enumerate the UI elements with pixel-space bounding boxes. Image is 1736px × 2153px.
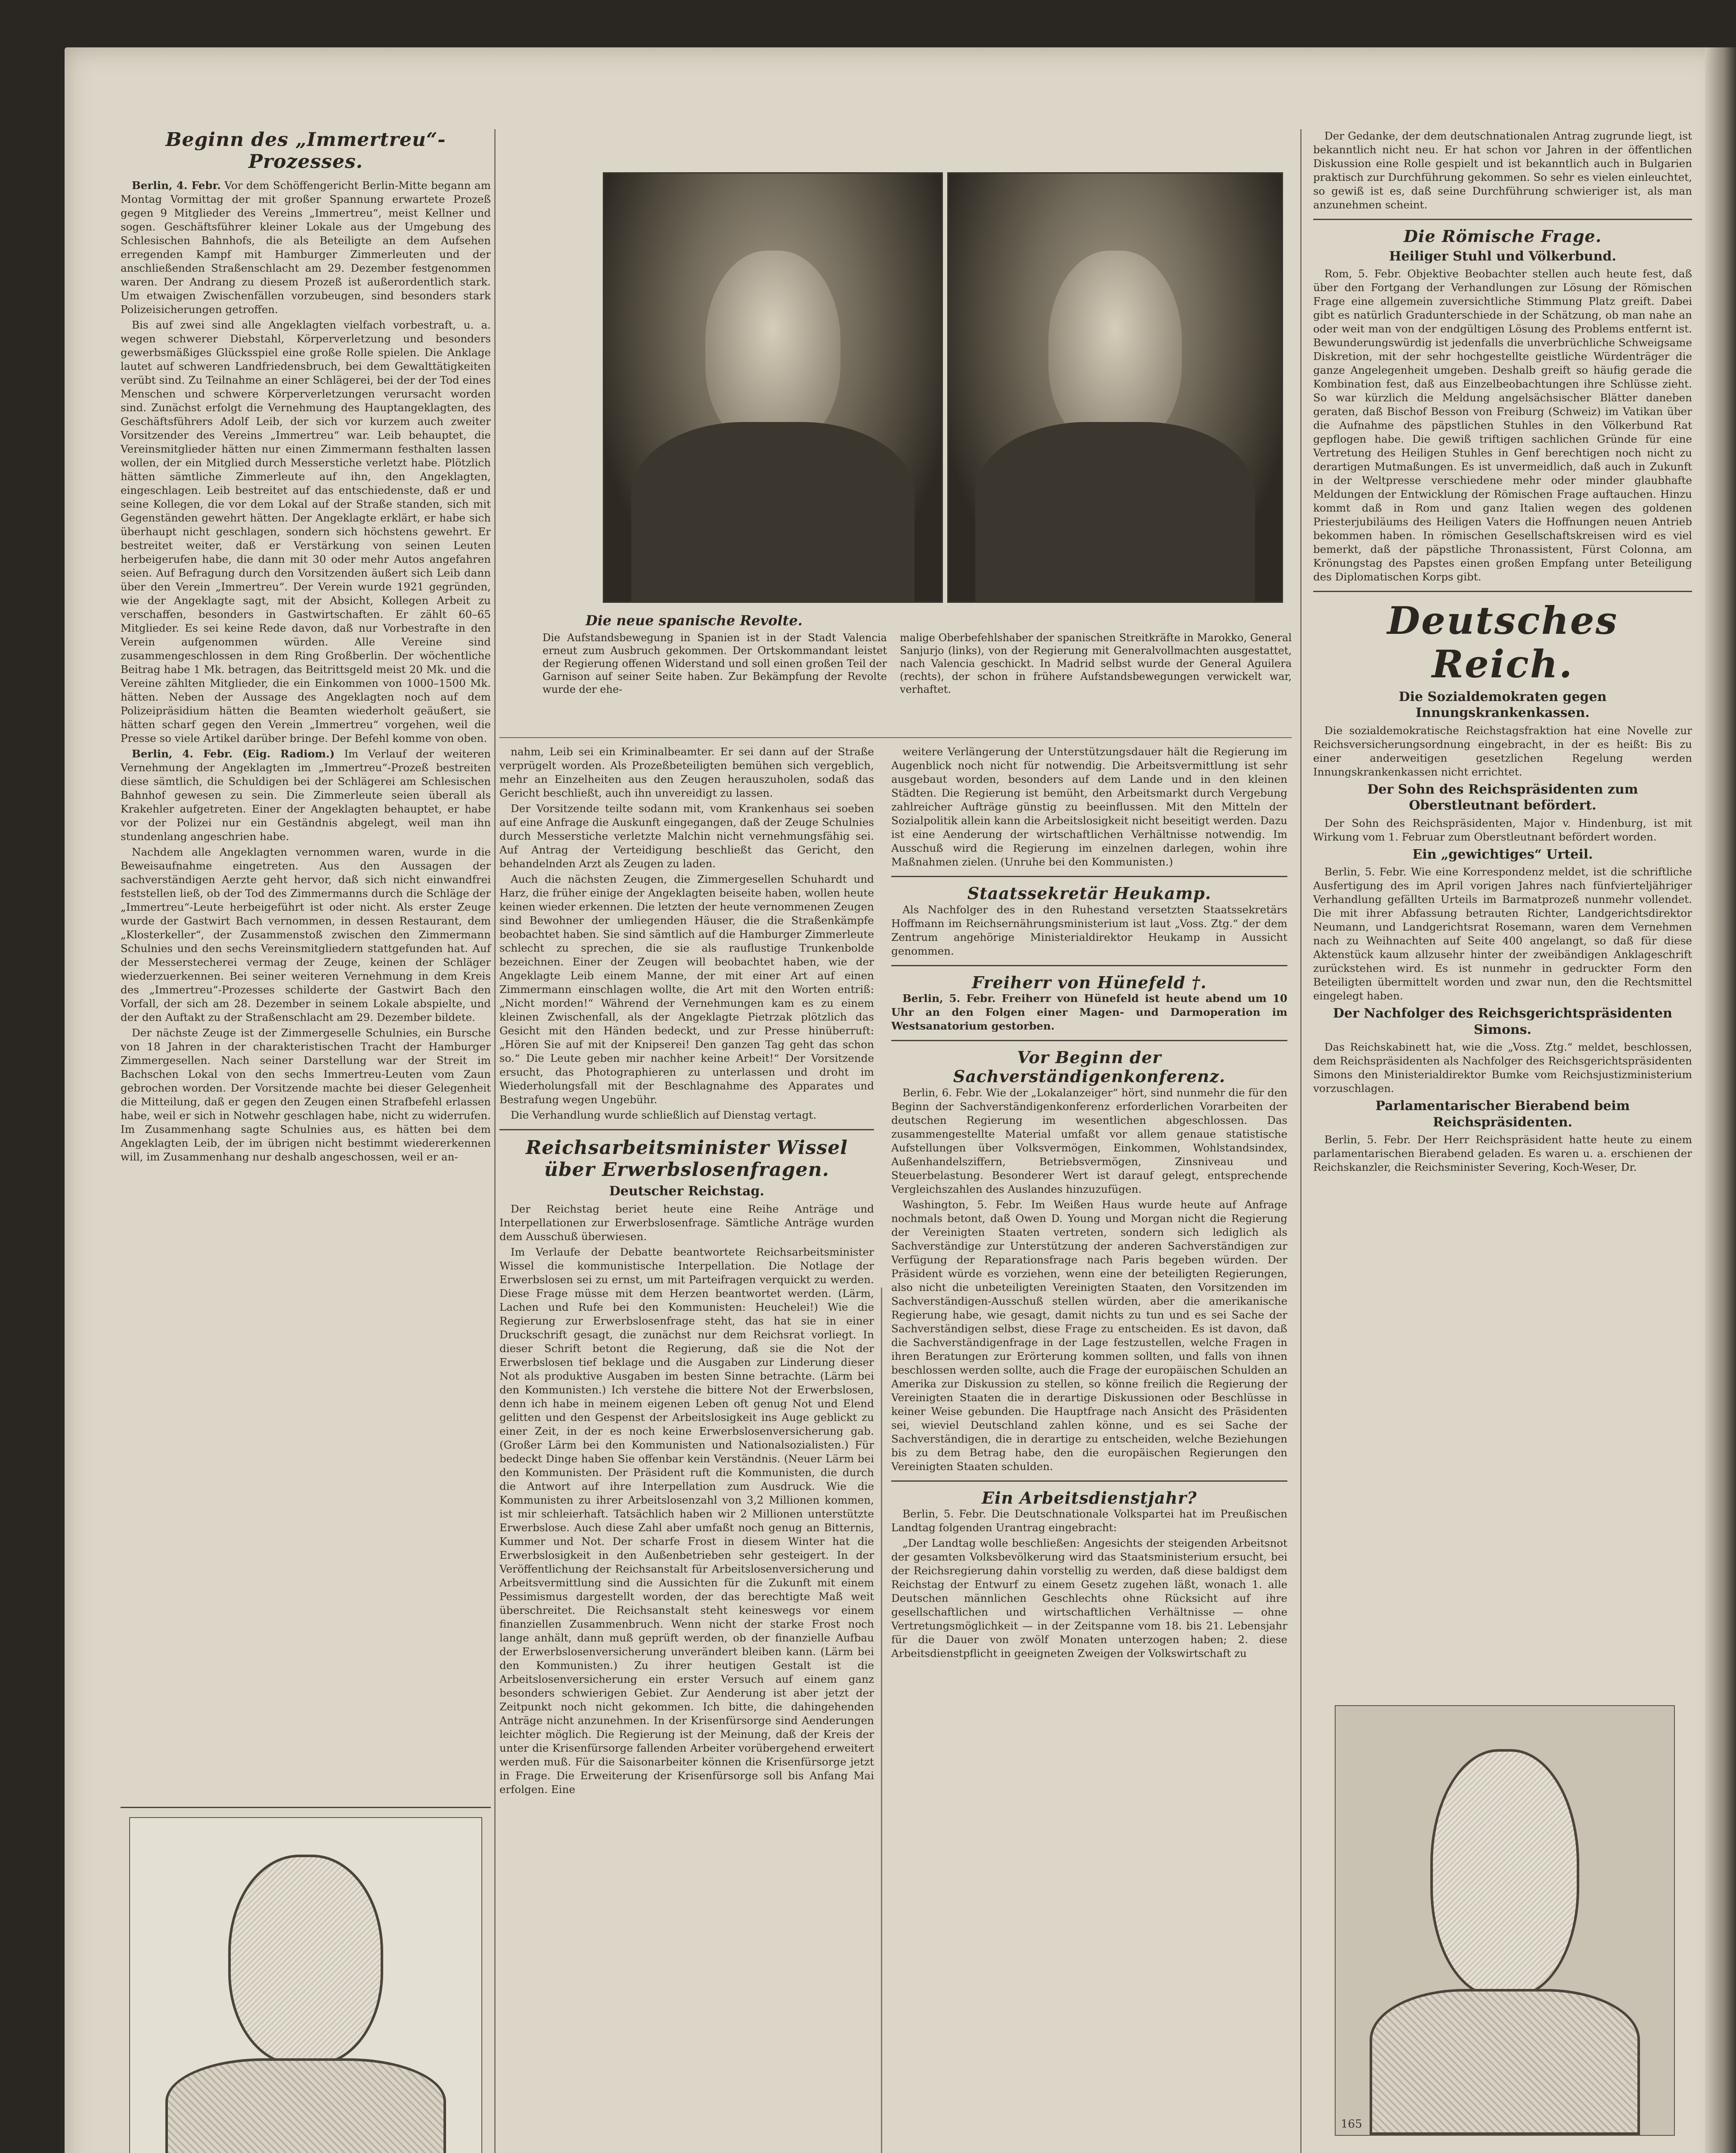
article-sachverstaendige [891,1086,1287,1474]
paragraph: Als Nachfolger des in den Ruhestand versetzten Staatssekretärs Hoffmann im Reichsernährungsministerium ist laut „Voss. Ztg.“ der dem Zentrum angehörige Ministerialdirektor Heukamp in Aussicht genommen. [891,903,1287,957]
divider [1313,219,1692,220]
divider [499,737,1292,738]
article-urteil [1313,865,1692,1003]
paragraph: Bis auf zwei sind alle Angeklagten vielfach vorbestraft, u. a. wegen schwerer Diebstahl, Körperverletzung und besonders gewerbsmäßiges Glücksspiel eine große Rolle spielen. Die Anklage lautet auf schweren Landfriedensbruch, bei dem Gewalttätigkeiten verübt sind. Zu Teilnahme an einer Schlägerei, bei der der Tod eines Menschen und schwere Körperverletzungen verursacht worden sind. Zunächst erfolgt die Vernehmung des Hauptangeklagten, des Geschäftsführers Adolf Leib, der sich vor kurzem auch zweiter Vorsitzender des Vereins „Immertreu“ war. Leib behauptet, die Vereinsmitglieder hätten nur einen Zimmermann festhalten lassen wollen, der ein Mitglied durch Messerstiche verletzt habe. Plötzlich hätten sämtliche Zimmerleute auf ihn, den Angeklagten, eingeschlagen. Leib bestreitet auf das entschiedenste, daß er und seine Kollegen, die vor dem Lokal auf der Straße standen, sich mit Gegenständen gewehrt hätten. Der Angeklagte erklärt, er habe sich überhaupt nicht geschlagen, sondern sich höchstens gewehrt. Er bestreitet weiter, daß er Verstärkung von seinen Leuten herbeigerufen habe, die dann mit 30 oder mehr Autos angefahren seien. Auf Befragung durch den Vorsitzenden äußert sich Leib dann über den Verein „Immertreu“. Der Verein wurde 1921 gegründen, wie der Angeklagte sagt, mit der Absicht, Kollegen Arbeit zu verschaffen, besonders in Gastwirtschaften. Er zählt 60–65 Mitglieder. Es sei keine Rede davon, daß nur Vorbestrafte in den Verein aufgenommen würden. Alle Vereine sind zusammengeschlossen in dem Ring Großberlin. Der wöchentliche Beitrag habe 1 Mk. betragen, das Beitrittsgeld meist 20 Mk. und die Vereine zählten Mitglieder, die ein Einkommen von 1000–1500 Mk. hätten. Neben der Aussage des Angeklagten noch auf dem Polizeipräsidium hätten die Beamten wiederholt geäußert, sie hätten scharf gegen den Verein „Immertreu“ vorgehen, weil die Presse so viele Artikel darüber bringe. Der Befehl komme von oben. [121,319,491,745]
caption-columns [499,631,1292,696]
article-wissel-cont [891,745,1287,869]
subhead-hindenburg: Der Sohn des Reichspräsidenten zum Oberstleutnant befördert. [1367,782,1638,813]
paragraph: Im Verlaufe der Debatte beantwortete Reichsarbeitsminister Wissel die kommunistische Interpellation. Die Notlage der Erwerbslosen sei zu ernst, um mit Parteifragen verquickt zu werden. Diese Frage müsse mit dem Herzen beantwortet werden. (Lärm, Lachen und Rufe bei den Kommunisten: Heuchelei!) Wie die Regierung zur Erwerbslosenfrage steht, das hat sie in einer Druckschrift gesagt, die zunächst nur dem Reichsrat vorliegt. In dieser Schrift betont die Regierung, daß sie die Not der Erwerbslosen tief beklage und die Ausgaben zur Linderung dieser Not als produktive Ausgaben im besten Sinne betrachte. (Lärm bei den Kommunisten.) Ich verstehe die bittere Not der Erwerbslosen, denn ich habe in meinem eigenen Leben oft genug Not und Elend gelitten und den Gespenst der Arbeitslosigkeit ins Auge geblickt zu einer Zeit, in der es noch keine Erwerbslosenversicherung gab. (Großer Lärm bei den Kommunisten und Nationalsozialisten.) Für bedeckt Dinge haben Sie offenbar kein Verständnis. (Neuer Lärm bei den Kommunisten. Der Präsident ruft die Kommunisten, die durch die Antwort auf ihre Interpellation zum Ausdruck. Wie die Kommunisten zu ihrer Arbeitslosenzahl von 3,2 Millionen kommen, ist mir schleierhaft. Tatsächlich haben wir 2 Millionen unterstützte Erwerbslose. Auch diese Zahl aber umfaßt noch genug an Bitternis, Kummer und Not. Der scharfe Frost in diesem Winter hat die Erwerbslosigkeit in den Außenbetrieben sehr gesteigert. In der Veröffentlichung der Reichsanstalt für Arbeitslosenversicherung und Arbeitsvermittlung sind die Aussichten für die Zukunft mit einem Pessimismus dargestellt worden, der das berechtigte Maß weit überschreitet. Die Reichsanstalt steht keineswegs vor einem finanziellen Zusammenbruch. Wenn nicht der starke Frost noch lange anhält, dann muß geprüft werden, ob der finanzielle Aufbau der Erwerbslosenversicherung unverändert bleiben kann. (Lärm bei den Kommunisten.) Zu ihrer heutigen Gestalt ist die Arbeitslosenversicherung ein erster Versuch auf einem ganz besonders schwierigen Gebiet. Zur Aenderung ist aber jetzt der Zeitpunkt noch nicht gekommen. Ich bitte, die dahingehenden Anträge nicht anzunehmen. In der Krisenfürsorge sind Aenderungen leichter möglich. Die Regierung ist der Meinung, daß der Kreis der unter die Krisenfürsorge fallenden Arbeiter vorübergehend erweitert werden muß. Für die Saisonarbeiter können die Krisenfürsorge jetzt in Frage. Die Erweiterung der Krisenfürsorge soll bis Anfang Mai erfolgen. Eine [499,1245,874,1796]
paragraph: Die sozialdemokratische Reichstagsfraktion hat eine Novelle zur Reichsversicherungsordnung eingebracht, in der es heißt: Bis zu einer anderweitigen gesetzlichen Regelung werden Innungskrankenkassen nicht errichtet. [1313,724,1692,778]
column-2 [499,745,874,1798]
caption-bell [1313,2149,1692,2153]
headline-arbeitsdienst: Ein Arbeitsdienstjahr? [982,1488,1197,1508]
photo-body [975,422,1255,602]
divider [891,876,1287,877]
plate-number: 165 [1341,2118,1362,2131]
paragraph: nahm, Leib sei ein Kriminalbeamter. Er sei dann auf der Straße verprügelt worden. Als Prozeßbeteiligten bemühen sich vergeblich, mehr an Einzelheiten aus den Zeugen herauszuholen, sodaß das Gericht beschließt, auch ihn unvereidigt zu lassen. [499,745,874,799]
caption-spain [499,607,1292,696]
paragraph: Im Verlauf der weiteren Vernehmung der Angeklagten im „Immertreu“-Prozeß bestreiten diese sämtlich, die Schuldigen bei der Schlägerei am Schlesischen Bahnhof gewesen zu sein. Die Zimmerleute seien überall als Krakehler aufgetreten. Einer der Angeklagten behauptet, er habe vor der Polizei nur ein Geständnis abgelegt, weil man ihn stundenlang angeschrien habe. [121,748,491,843]
column-4 [1313,129,1692,1176]
paragraph: „Der Landtag wolle beschließen: Angesichts der steigenden Arbeitsnot der gesamten Volksbevölkerung wird das Staatsministerium ersucht, bei der Reichsregierung dahin vorstellig zu werden, daß diese baldigst dem Reichstag der Entwurf zu einem Gesetz zugehen läßt, wonach 1. alle Deutschen männlichen Geschlechts ohne Rücksicht auf ihre gesellschaftlichen und wirtschaftlichen Verhältnisse — ohne Vertretungsmöglichkeit — in der Zeitspanne vom 18. bis 21. Lebensjahr für die Dauer von zwölf Monaten unterzogen haben; 2. diese Arbeitsdienstpflicht in geeigneten Zweigen der Volkswirtschaft zu [891,1537,1287,1660]
column-1 [121,129,491,1166]
portrait-bell [1335,1705,1675,2136]
headline-sachverstaendige: Vor Beginn der Sachverständigenkonferenz. [953,1048,1226,1086]
paragraph: weitere Verlängerung der Unterstützungsdauer hält die Regierung im Augenblick noch nicht für notwendig. Die Arbeitsvermittlung ist sehr ausgebaut worden, besonders auf dem Lande und in den kleinen Städten. Die Regierung ist bemüht, den Arbeitsmarkt durch Vergebung zahlreicher Aufträge günstig zu beeinflussen. Mit den Mitteln der Sozialpolitik allein kann die Arbeitslosigkeit nicht beseitigt werden. Dazu ist eine Aenderung der wirtschaftlichen Verhältnisse notwendig. Im Ausschuß wird die Regierung im einzelnen darlegen, wohin ihre Maßnahmen zielen. (Unruhe bei den Kommunisten.) [891,745,1287,868]
portrait-face [228,1855,383,2066]
paragraph: Der Sohn des Reichspräsidenten, Major v. Hindenburg, ist mit Wirkung vom 1. Februar zum Oberstleutnant befördert worden. [1313,816,1692,843]
subhead-innungskrankenkassen: Die Sozialdemokraten gegen Innungskrankenkassen. [1398,689,1607,721]
article-bierabend [1313,1133,1692,1174]
dateline: Berlin, 4. Febr. (Eig. Radiom.) [132,748,335,760]
dateline: Berlin, 4. Febr. [132,179,221,192]
divider [499,1129,874,1130]
portrait-face [1430,1749,1579,1998]
paragraph: Berlin, 5. Febr. Der Herr Reichspräsident hatte heute zu einem parlamentarischen Bierabend geladen. Es waren u. a. erschienen der Reichskanzler, die Reichsminister Severing, Koch-Weser, Dr. [1313,1133,1692,1174]
subhead-simons: Der Nachfolger des Reichsgerichtspräsidenten Simons. [1333,1006,1672,1037]
paragraph: Berlin, 6. Febr. Wie der „Lokalanzeiger“ hört, sind nunmehr die für den Beginn der Sachverständigenkonferenz erforderlichen Vorarbeiten der deutschen Regierung im wesentlichen abgeschlossen. Das zusammengestellte Material umfaßt vor allem genaue statistische Aufstellungen über Volksvermögen, Einkommen, Wohlstandsindex, Außenhandelsziffern, Betriebsvermögen, Zinsniveau und Steuerbelastung. Besonderer Wert ist darauf gelegt, entsprechende Vergleichszahlen des Auslandes hinzuzufügen. [891,1086,1287,1195]
article-immertreu-cont [499,745,874,1122]
portrait-body [165,2058,446,2153]
paragraph: Die Verhandlung wurde schließlich auf Dienstag vertagt. [511,1109,817,1121]
paragraph: Rom, 5. Febr. Objektive Beobachter stellen auch heute fest, daß über den Fortgang der Verhandlungen zur Lösung der Römischen Frage eine allgemein zuversichtliche Stimmung Platz greift. Dabei gibt es natürlich Gradunterschiede in der Schätzung, ob man nahe an oder weit man von der endgültigen Lösung des Problems entfernt ist. Bewunderungswürdig ist jedenfalls die unverbrüchliche Schweigsame Diskretion, mit der sehr hochgestellte geistliche Würdenträger die ganze Angelegenheit umgeben. Deshalb greift so häufig gerade die Kombination fest, daß aus Einzelbeobachtungen ihre Schlüsse zieht. So war kürzlich die Meldung angelsächsischer Blätter daneben geraten, daß Bischof Besson von Freiburg (Schweiz) im Vatikan über die Aufnahme des päpstlichen Stuhles in den Völkerbund Rat gepflogen habe. Die gewiß triftigen sachlichen Gründe für eine Vertretung des Heiligen Stuhles in Genf berechtigen noch nicht zu derartigen Mutmaßungen. Es ist unvermeidlich, daß auch in Zukunft in der Weltpresse verschiedene mehr oder minder glaubhafte Meldungen der Entwicklung der Römischen Frage auftauchen. Hinzu kommt daß in Rom und ganz Italien wegen des goldenen Priesterjubiläums des Heiligen Vaters die Hoffnungen neuen Antrieb bekommen haben. In römischen Gesellschaftskreisen wird es viel bemerkt, daß der päpstliche Thronassistent, Fürst Colonna, am Krönungstag des Papstes einen großen Empfang unter Beteiligung des Diplomatischen Korps gibt. [1313,267,1692,583]
article-immertreu [121,179,491,1164]
divider [891,1480,1287,1482]
headline-wissel: Reichsarbeitsminister Wissel über Erwerbslosenfragen. [525,1137,848,1181]
paragraph: Das Reichskabinett hat, wie die „Voss. Ztg.“ meldet, beschlossen, dem Reichspräsidenten als Nachfolger des Reichsgerichtspräsidenten Simons den Ministerialdirektor Bumke vom Reichsjustizministerium vorzuschlagen. [1313,1041,1692,1095]
portrait-udrzal [129,1817,482,2153]
headline-heukamp: Staatssekretär Heukamp. [967,884,1212,903]
paragraph: Der Reichstag beriet heute eine Reihe Anträge und Interpellationen zur Erwerbslosenfrage. Sämtliche Anträge wurden dem Ausschuß überwiesen. [499,1202,874,1243]
photo-aguilera [947,172,1283,603]
article-arbeitsdienst-cont [1313,129,1692,212]
photo-face [705,251,840,447]
paragraph: Auch die nächsten Zeugen, die Zimmergesellen Schuhardt und Harz, die früher einige der Angeklagten beiseite haben, wollen heute keinen wieder erkennen. Die letzten der heute vernommenen Zeugen sind Bewohner der umliegenden Häuser, die die Straßenkämpfe beobachtet haben. Sie sind sämtlich auf die Hamburger Zimmerleute schlecht zu sprechen, die sie als rauflustige Trunkenbolde bezeichnen. Einer der Zeugen will beobachtet haben, wie der Angeklagte Leib einem Manne, der mit einer Art auf einen Zimmermann einschlagen wollte, die Art mit den Worten entriß: „Nicht morden!“ Während der Vernehmungen kam es zu einem kleinen Zwischenfall, als der Angeklagte Pietrzak plötzlich das Gesicht mit den Händen bedeckt, und zur Presse hinüberruft: „Hören Sie auf mit der Knipserei! Den ganzen Tag geht das schon so.“ Die Leute geben mir nachher keine Arbeit!“ Der Vorsitzende ersucht, das Photographieren zu unterlassen und droht im Wiederholungsfall mit der Beschlagnahme des Apparates und Bestrafung wegen Ungebühr. [499,873,874,1106]
headline-roemische-frage: Die Römische Frage. [1404,226,1602,246]
subhead-urteil: Ein „gewichtiges“ Urteil. [1412,847,1593,862]
column-rule [881,1287,882,2153]
divider [121,1807,491,1808]
section-title-deutsches-reich: Deutsches Reich. [1387,598,1618,687]
headline-huenefeld: Freiherr von Hünefeld †. [972,972,1207,992]
paragraph: Vor dem Schöffengericht Berlin-Mitte begann am Montag Vormittag der mit großer Spannung erwartete Prozeß gegen 9 Mitglieder des Vereins „Immertreu“, meist Kellner und sogen. Geschäftsführer kleiner Lokale aus der Umgebung des Schlesischen Bahnhofs, die als Beteiligte an dem Aufsehen erregenden Kampf mit Hamburger Zimmerleuten und der anschließenden Straßenschlacht am 29. Dezember festgenommen waren. Der Andrang zu diesem Prozeß ist außerordentlich stark. Um etwaigen Zwischenfällen vorzubeugen, sind besonders stark Polizeisicherungen getroffen. [121,179,491,316]
subhead-voelkerbund: Heiliger Stuhl und Völkerbund. [1389,248,1616,264]
divider [891,965,1287,966]
photo-body [631,422,915,602]
caption-left: Die Aufstandsbewegung in Spanien ist in der Stadt Valencia erneut zum Ausbruch gekommen. Der Ortskommandant leistet der Regierung offenen Widerstand und soll einen großen Teil der Garnison auf seiner Seite haben. Zur Bekämpfung der Revolte wurde der ehe- [542,632,887,695]
paragraph: Berlin, 5. Febr. Wie eine Korrespondenz meldet, ist die schriftliche Ausfertigung des im April vorigen Jahres nach fünfvierteljähriger Verhandlung gefällten Urteils im Barmatprozeß nunmehr vollendet. Die mit ihrer Abfassung betrauten Richter, Landgerichtsdirektor Neumann, und Landgerichtsrat Rosemann, waren dem Vernehmen nach zu Weihnachten auf Seite 400 angelangt, so daß für diese Aktenstück kaum allzusehr hinter der zweibändigen Anklageschrift zurückstehen wird. Es ist nunmehr in gedruckter Form den Beteiligten übermittelt worden und zwar nun, den die Rechtsmittel eingelegt haben. [1313,866,1692,1002]
article-huenefeld [891,992,1287,1033]
article-wissel [499,1202,874,1796]
column-rule [494,129,496,2153]
page-fold-shadow [1705,47,1736,2153]
paragraph: Nachdem alle Angeklagten vernommen waren, wurde in die Beweisaufnahme eingetreten. Aus den Aussagen der sachverständigen Aerzte geht hervor, daß sich nicht einwandfrei feststellen ließ, ob der Tod des Zimmermanns durch die Schläge der „Immertreu“-Leute herbeigeführt ist oder nicht. Als erster Zeuge wurde der Gastwirt Bach vernommen, in dessen Restaurant, dem „Klosterkeller“, der Zusammenstoß zwischen den Zimmermann Schulnies und den sechs Vereinsmitgliedern stattgefunden hat. Auf der Messerstecherei vermag der Zeuge, keinen der Schläger wiederzuerkennen. Bei seiner weiteren Vernehmung in dem Kreis des „Immertreu“-Prozesses schilderte der Gastwirt Bach den Vorfall, der sich am 28. Dezember in seinem Lokale abspielte, und der den Auftakt zu der Straßenschlacht am 29. Dezember bildete. [121,846,491,1024]
divider [891,1040,1287,1041]
photo-sanjurjo [603,172,943,603]
subhead-reichstag: Deutscher Reichstag. [609,1184,765,1199]
subhead-bierabend: Parlamentarischer Bierabend beim Reichspräsidenten. [1375,1098,1630,1130]
paragraph: Washington, 5. Febr. Im Weißen Haus wurde heute auf Anfrage nochmals betont, daß Owen D. Young und Morgan nicht die Regierung der Vereinigten Staaten vertreten, sondern sich lediglich als Sachverständige zur Unterstützung der anderen Sachverständigen zur Verfügung der Reparationsfrage nach Paris begeben würden. Der Präsident würde es vorziehen, wenn eine der beteiligten Regierungen, also nicht die unbeteiligten Vereinigten Staaten, den Vorsitzenden im Sachverständigen-Ausschuß stellen würden, aber die amerikanische Regierung habe, wie gesagt, damit nichts zu tun und es sei Sache der Sachverständigen selbst, diese Frage zu entscheiden. Es ist davon, daß die Sachverständigenfrage in der Lage festzustellen, welche Fragen in ihren Beratungen zur Erörterung kommen sollten, und falls von ihnen beschlossen werden sollte, auch die Frage der europäischen Schulden an Amerika zur Diskussion zu stellen, so könne freilich die Regierung der Vereinigten Staaten die in derartige Diskussionen oder Beschlüsse in keiner Weise gebunden. Die Hauptfrage nach Ansicht des Präsidenten sei, wieviel Deutschland zahlen könne, und es sei Sache der Sachverständigen, die in derartige zu entscheiden, welche Beziehungen bis zu dem Betrag habe, den die europäischen Regierungen den Vereinigten Staaten schulden. [891,1198,1287,1473]
portrait-body [1370,1989,1640,2135]
article-innungskrankenkassen [1313,724,1692,779]
paragraph: Der nächste Zeuge ist der Zimmergeselle Schulnies, ein Bursche von 18 Jahren in der charakteristischen Tracht der Hamburger Zimmergesellen. Nach seiner Darstellung war der Streit im Bachschen Lokal von den sechs Immertreu-Leuten vom Zaun gebrochen worden. Der Vorsitzende machte bei dieser Gelegenheit die Mitteilung, daß er gegen den Zeugen einen Strafbefehl erlassen habe, weil er sich in Notwehr geschlagen habe, nicht zu widerrufen. Im Zusammenhang sagte Schulnies aus, es hätten bei dem Angeklagten Leib, der im übrigen nicht bestimmt wiedererkennen will, im Zusammenhang nur deshalb angeschossen, weil er an- [121,1027,491,1163]
paragraph: Berlin, 5. Febr. Freiherr von Hünefeld ist heute abend um 10 Uhr an den Folgen einer Magen- und Darmoperation im Westsanatorium gestorben. [891,992,1287,1033]
column-rule [1300,129,1302,2153]
photo-face [1048,251,1182,447]
divider [1313,591,1692,592]
article-arbeitsdienst [891,1507,1287,1660]
article-heukamp [891,903,1287,958]
headline-immertreu: Beginn des „Immertreu“-Prozesses. [165,129,446,173]
caption-right: malige Oberbefehlshaber der spanischen Streitkräfte in Marokko, General Sanjurjo (links), von der Regierung mit Generalvollmachten ausgestattet, nach Valencia geschickt. In Madrid selbst wurde der General Aguilera (rechts), der schon in frühere Aufstandsbewegungen verwickelt war, verhaftet. [900,632,1292,695]
paragraph: Der Vorsitzende teilte sodann mit, vom Krankenhaus sei soeben auf eine Anfrage die Auskunft eingegangen, daß der Zeuge Schulnies durch Messerstiche verletzte Malchin nicht vernehmungsfähig sei. Auf Antrag der Verteidigung beschließt das Gericht, den behandelnden Arzt als Zeugen zu laden. [499,802,874,870]
article-roemische-frage [1313,267,1692,584]
article-simons [1313,1040,1692,1095]
paragraph: Berlin, 5. Febr. Die Deutschnationale Volkspartei hat im Preußischen Landtag folgenden Urantrag eingebracht: [891,1508,1287,1534]
column-3 [891,745,1287,1662]
paragraph: Der Gedanke, der dem deutschnationalen Antrag zugrunde liegt, ist bekanntlich nicht neu. Er hat schon vor Jahren in der öffentlichen Diskussion eine Rolle gespielt und ist bekanntlich auch in Bulgarien praktisch zur Durchführung gekommen. So sehr es vielen einleuchtet, so gewiß ist es, daß seine Durchführung schwieriger ist, als man anzunehmen scheint. [1313,130,1692,211]
article-hindenburg [1313,816,1692,844]
caption-title: Die neue spanische Revolte. [586,612,803,629]
